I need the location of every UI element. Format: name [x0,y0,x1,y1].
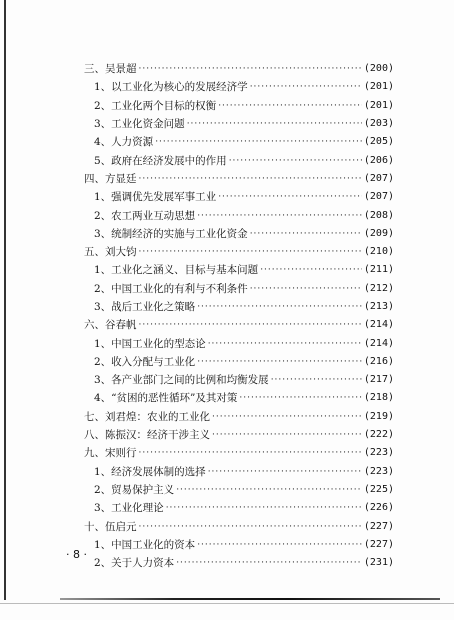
toc-entry-title: 1、中国工业化的资本 [94,538,196,551]
toc-page-number: (216) [363,355,394,367]
toc-page-number: (207) [363,172,394,184]
bottom-edge [0,603,454,604]
dot-leader [187,115,362,133]
toc-entry-title: 3、工业化理论 [94,502,164,515]
dot-leader [139,444,362,462]
toc-page-number: (214) [363,337,394,349]
toc-page-number: (231) [363,557,394,569]
dot-leader [139,60,362,78]
toc-subsection-row [84,481,394,499]
toc-page-number: (222) [363,429,394,441]
toc-subsection-row [84,97,394,115]
dot-leader [208,463,362,481]
toc-section-row [84,243,394,261]
toc-subsection-row [84,188,394,206]
toc-page-number: (207) [363,191,394,203]
page-number: · 8 · [66,548,87,561]
toc-page-number: (209) [363,227,394,239]
toc-page-number: (201) [363,81,394,93]
toc-entry-title: 2、工业化两个目标的权衡 [94,99,217,112]
toc-entry-title: 4、“贫困的恶性循环”及其对策 [94,392,238,405]
toc-subsection-row [84,371,394,389]
toc-page-number: (223) [363,447,394,459]
toc-subsection-row [84,536,394,554]
toc-page-number: (212) [363,282,394,294]
toc-entry-title: 九、宋则行 [84,447,137,460]
toc-subsection-row [84,499,394,517]
dot-leader [197,353,362,371]
dot-leader [260,261,362,279]
toc-entry-title: 三、吴景超 [84,63,137,76]
table-of-contents [84,60,394,572]
toc-section-row [84,170,394,188]
toc-section-row [84,316,394,334]
toc-page-number: (214) [363,319,394,331]
toc-page-number: (200) [363,63,394,75]
toc-entry-title: 2、贸易保护主义 [94,483,175,496]
toc-subsection-row [84,261,394,279]
toc-page-number: (206) [363,154,394,166]
dot-leader [250,280,362,298]
dot-leader [250,225,362,243]
toc-section-row [84,60,394,78]
toc-entry-title: 5、政府在经济发展中的作用 [94,154,227,167]
toc-subsection-row [84,389,394,407]
dot-leader [155,133,362,151]
toc-page-number: (217) [363,374,394,386]
bottom-rule [60,598,440,600]
dot-leader [250,78,362,96]
toc-page-number: (208) [363,209,394,221]
toc-subsection-row [84,151,394,169]
toc-subsection-row [84,78,394,96]
toc-entry-title: 3、统制经济的实施与工业化资金 [94,227,248,240]
toc-page-number: (219) [363,410,394,422]
toc-page-number: (227) [363,520,394,532]
toc-page-number: (213) [363,301,394,312]
dot-leader [197,298,362,316]
dot-leader [197,207,362,225]
dot-leader [218,97,362,115]
dot-leader [139,518,362,536]
toc-subsection-row [84,115,394,133]
toc-page-number: (223) [363,465,394,477]
toc-section-row [84,426,394,444]
toc-entry-title: 四、方显廷 [84,172,137,185]
dot-leader [139,316,362,334]
toc-page-number: (201) [363,99,394,111]
toc-entry-title: 2、关于人力资本 [94,557,175,570]
toc-entry-title: 五、刘大钧 [84,246,137,259]
toc-entry-title: 1、工业化之涵义、目标与基本问题 [94,264,259,277]
toc-subsection-row [84,280,394,298]
toc-entry-title: 4、人力资源 [94,136,154,149]
toc-section-row [84,517,394,535]
toc-subsection-row [84,353,394,371]
toc-entry-title: 七、刘君煌：农业的工业化 [84,410,210,423]
toc-entry-title: 1、以工业化为核心的发展经济学 [94,81,248,94]
page-edge-shadow [4,0,6,600]
dot-leader [271,371,362,389]
dot-leader [218,188,362,206]
dot-leader [212,426,362,444]
dot-leader [197,536,362,554]
dot-leader [139,170,362,188]
toc-subsection-row [84,225,394,243]
dot-leader [139,243,362,261]
toc-page-number: (205) [363,136,394,148]
dot-leader [229,152,362,170]
toc-page-number: (203) [363,118,394,130]
toc-section-row [84,444,394,462]
toc-subsection-row [84,298,394,316]
dot-leader [176,554,362,572]
dot-leader [166,499,362,517]
toc-subsection-row [84,133,394,151]
toc-entry-title: 2、收入分配与工业化 [94,355,196,368]
toc-entry-title: 2、农工两业互动思想 [94,209,196,222]
toc-entry-title: 3、工业化资金问题 [94,118,185,131]
toc-page-number: (210) [363,246,394,258]
toc-subsection-row [84,206,394,224]
toc-page-number: (227) [363,538,394,550]
toc-section-row [84,408,394,426]
toc-entry-title: 3、各产业部门之间的比例和均衡发展 [94,374,269,387]
toc-entry-title: 2、中国工业化的有利与不利条件 [94,282,248,295]
toc-entry-title: 1、强调优先发展军事工业 [94,191,217,204]
toc-subsection-row [84,554,394,572]
dot-leader [239,389,361,407]
toc-entry-title: 3、战后工业化之策略 [94,301,196,313]
toc-subsection-row [84,463,394,481]
dot-leader [212,408,362,426]
toc-subsection-row [84,334,394,352]
toc-entry-title: 1、中国工业化的型态论 [94,337,206,350]
toc-page-number: (225) [363,483,394,495]
toc-entry-title: 六、谷春帆 [84,319,137,332]
dot-leader [176,481,362,499]
toc-entry-title: 八、陈振汉：经济干涉主义 [84,429,210,442]
toc-entry-title: 十、伍启元 [84,520,137,533]
dot-leader [208,335,362,353]
toc-page-number: (211) [363,264,394,276]
toc-entry-title: 1、经济发展体制的选择 [94,465,206,478]
toc-page-number: (226) [363,502,394,514]
toc-page-number: (218) [363,392,394,404]
